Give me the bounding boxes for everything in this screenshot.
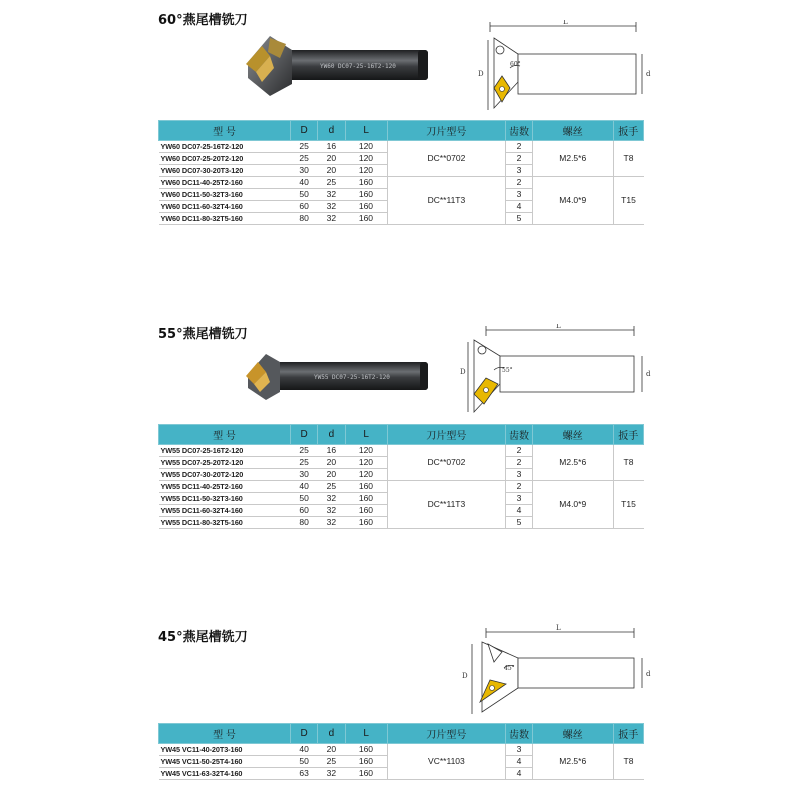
model-cell: YW60 DC11-50-32T3-160 (159, 189, 291, 201)
d-cell: 16 (318, 141, 345, 153)
L-cell: 160 (345, 744, 387, 756)
wrench-cell: T8 (613, 445, 644, 481)
dim-D-label: D (460, 368, 466, 376)
col-d: d (318, 724, 345, 744)
D-cell: 40 (291, 481, 318, 493)
insert-cell: VC**1103 (387, 744, 505, 780)
teeth-cell: 3 (505, 165, 532, 177)
col-model: 型 号 (159, 425, 291, 445)
L-cell: 120 (345, 457, 387, 469)
cutter-photo (240, 32, 440, 106)
teeth-cell: 5 (505, 213, 532, 225)
teeth-cell: 3 (505, 189, 532, 201)
D-cell: 50 (291, 756, 318, 768)
dim-L-label: L (556, 324, 561, 330)
model-cell: YW60 DC11-60-32T4-160 (159, 201, 291, 213)
model-cell: YW45 VC11-63-32T4-160 (159, 768, 291, 780)
model-cell: YW60 DC07-25-20T2-120 (159, 153, 291, 165)
teeth-cell: 4 (505, 756, 532, 768)
d-cell: 20 (318, 469, 345, 481)
D-cell: 25 (291, 141, 318, 153)
d-cell: 25 (318, 481, 345, 493)
model-cell: YW55 DC11-80-32T5-160 (159, 517, 291, 529)
model-cell: YW45 VC11-50-25T4-160 (159, 756, 291, 768)
table-row (159, 744, 644, 756)
L-cell: 160 (345, 189, 387, 201)
model-cell: YW45 VC11-40-20T3-160 (159, 744, 291, 756)
teeth-cell: 2 (505, 153, 532, 165)
table-row (159, 481, 644, 493)
D-cell: 25 (291, 153, 318, 165)
dim-D-label: D (478, 70, 484, 78)
d-cell: 20 (318, 457, 345, 469)
dimension-drawing (474, 20, 660, 120)
col-screw: 螺丝 (532, 121, 613, 141)
model-cell: YW55 DC11-60-32T4-160 (159, 505, 291, 517)
D-cell: 40 (291, 744, 318, 756)
L-cell: 160 (345, 213, 387, 225)
model-cell: YW60 DC11-40-25T2-160 (159, 177, 291, 189)
col-insert: 刀片型号 (387, 121, 505, 141)
d-cell: 32 (318, 517, 345, 529)
col-wrench: 扳手 (613, 121, 644, 141)
col-teeth: 齿数 (505, 121, 532, 141)
spec-table (158, 723, 644, 780)
col-d: d (318, 121, 345, 141)
col-model: 型 号 (159, 724, 291, 744)
cutter-photo (240, 350, 440, 410)
insert-cell: DC**0702 (387, 445, 505, 481)
teeth-cell: 2 (505, 481, 532, 493)
L-cell: 160 (345, 493, 387, 505)
teeth-cell: 3 (505, 493, 532, 505)
col-model: 型 号 (159, 121, 291, 141)
D-cell: 60 (291, 201, 318, 213)
section-title: 60°燕尾槽铣刀 (158, 13, 248, 28)
table-row (159, 445, 644, 457)
col-L: L (345, 121, 387, 141)
L-cell: 160 (345, 481, 387, 493)
angle-label: 60° (510, 61, 521, 68)
L-cell: 120 (345, 153, 387, 165)
d-cell: 20 (318, 165, 345, 177)
col-wrench: 扳手 (613, 425, 644, 445)
dim-L-label: L (556, 624, 561, 632)
dimension-drawing (460, 324, 660, 420)
dim-L-label: L (563, 20, 568, 26)
col-D: D (291, 724, 318, 744)
col-D: D (291, 121, 318, 141)
L-cell: 120 (345, 445, 387, 457)
L-cell: 120 (345, 141, 387, 153)
D-cell: 25 (291, 445, 318, 457)
D-cell: 60 (291, 505, 318, 517)
d-cell: 20 (318, 153, 345, 165)
section-title: 45°燕尾槽铣刀 (158, 630, 248, 645)
col-teeth: 齿数 (505, 724, 532, 744)
D-cell: 80 (291, 213, 318, 225)
D-cell: 30 (291, 165, 318, 177)
dim-d-label: d (646, 670, 651, 678)
teeth-cell: 4 (505, 201, 532, 213)
table-row (159, 141, 644, 153)
d-cell: 25 (318, 756, 345, 768)
teeth-cell: 3 (505, 744, 532, 756)
col-screw: 螺丝 (532, 724, 613, 744)
model-cell: YW55 DC11-50-32T3-160 (159, 493, 291, 505)
col-d: d (318, 425, 345, 445)
d-cell: 32 (318, 201, 345, 213)
col-L: L (345, 724, 387, 744)
screw-cell: M2.5*6 (532, 141, 613, 177)
L-cell: 120 (345, 165, 387, 177)
d-cell: 32 (318, 768, 345, 780)
d-cell: 32 (318, 505, 345, 517)
col-insert: 刀片型号 (387, 425, 505, 445)
d-cell: 16 (318, 445, 345, 457)
L-cell: 160 (345, 517, 387, 529)
wrench-cell: T8 (613, 141, 644, 177)
model-cell: YW55 DC07-30-20T2-120 (159, 469, 291, 481)
teeth-cell: 4 (505, 505, 532, 517)
L-cell: 160 (345, 756, 387, 768)
L-cell: 120 (345, 469, 387, 481)
d-cell: 25 (318, 177, 345, 189)
model-cell: YW55 DC11-40-25T2-160 (159, 481, 291, 493)
wrench-cell: T15 (613, 177, 644, 225)
D-cell: 80 (291, 517, 318, 529)
screw-cell: M4.0*9 (532, 177, 613, 225)
angle-label: 45° (504, 665, 515, 672)
angle-label: 55° (502, 367, 513, 374)
col-insert: 刀片型号 (387, 724, 505, 744)
teeth-cell: 2 (505, 445, 532, 457)
teeth-cell: 4 (505, 768, 532, 780)
D-cell: 40 (291, 177, 318, 189)
model-cell: YW60 DC07-30-20T3-120 (159, 165, 291, 177)
wrench-cell: T15 (613, 481, 644, 529)
dim-D-label: D (462, 672, 468, 680)
screw-cell: M2.5*6 (532, 744, 613, 780)
col-L: L (345, 425, 387, 445)
dim-d-label: d (646, 70, 651, 78)
teeth-cell: 3 (505, 469, 532, 481)
d-cell: 32 (318, 189, 345, 201)
model-cell: YW60 DC11-80-32T5-160 (159, 213, 291, 225)
model-cell: YW55 DC07-25-16T2-120 (159, 445, 291, 457)
wrench-cell: T8 (613, 744, 644, 780)
teeth-cell: 2 (505, 457, 532, 469)
dimension-drawing (458, 622, 658, 720)
col-wrench: 扳手 (613, 724, 644, 744)
insert-cell: DC**11T3 (387, 481, 505, 529)
model-cell: YW55 DC07-25-20T2-120 (159, 457, 291, 469)
spec-table (158, 120, 644, 225)
D-cell: 63 (291, 768, 318, 780)
D-cell: 25 (291, 457, 318, 469)
col-D: D (291, 425, 318, 445)
teeth-cell: 2 (505, 141, 532, 153)
screw-cell: M2.5*6 (532, 445, 613, 481)
d-cell: 20 (318, 744, 345, 756)
L-cell: 160 (345, 177, 387, 189)
D-cell: 50 (291, 493, 318, 505)
D-cell: 50 (291, 189, 318, 201)
L-cell: 160 (345, 201, 387, 213)
spec-table (158, 424, 644, 529)
L-cell: 160 (345, 505, 387, 517)
table-row (159, 177, 644, 189)
col-teeth: 齿数 (505, 425, 532, 445)
col-screw: 螺丝 (532, 425, 613, 445)
d-cell: 32 (318, 213, 345, 225)
insert-cell: DC**11T3 (387, 177, 505, 225)
L-cell: 160 (345, 768, 387, 780)
teeth-cell: 2 (505, 177, 532, 189)
shank-marking: YW60 DC07-25-16T2-120 (320, 63, 396, 70)
screw-cell: M4.0*9 (532, 481, 613, 529)
section-title: 55°燕尾槽铣刀 (158, 327, 248, 342)
insert-cell: DC**0702 (387, 141, 505, 177)
dim-d-label: d (646, 370, 651, 378)
model-cell: YW60 DC07-25-16T2-120 (159, 141, 291, 153)
d-cell: 32 (318, 493, 345, 505)
teeth-cell: 5 (505, 517, 532, 529)
shank-marking: YW55 DC07-25-16T2-120 (314, 374, 390, 381)
D-cell: 30 (291, 469, 318, 481)
